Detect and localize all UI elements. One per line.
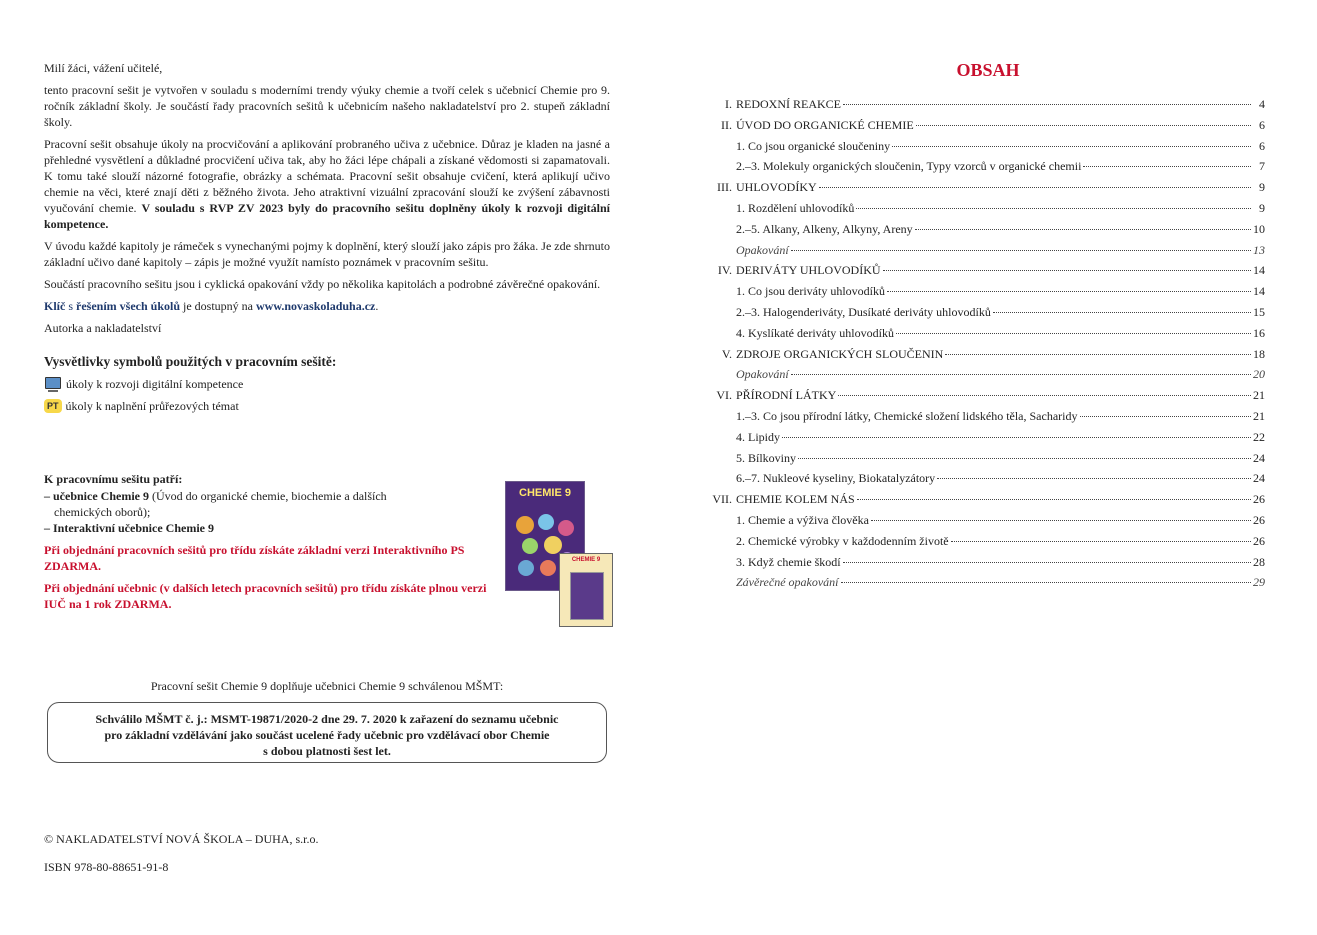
toc-entry-page: 7 [1259, 159, 1265, 174]
toc-entry[interactable] [700, 243, 1265, 264]
toc-entry[interactable] [700, 347, 1265, 368]
toc-leader-dots [819, 187, 1251, 188]
toc-entry-number: I. [725, 97, 732, 111]
toc-entry-page: 14 [1253, 263, 1265, 278]
toc-leader-dots [1080, 416, 1252, 417]
toc-entry-label: 2.–3. Molekuly organických sloučenin, Typy vzorců v organické chemii [736, 159, 1082, 174]
approval-line-3: s dobou platnosti šest let. [263, 744, 391, 758]
intro-paragraph-3: V úvodu každé kapitoly je rámeček s vynechanými pojmy k doplnění, který slouží jako zápis pro žáka. Je zde shrnuto základní učivo dané kapitoly – zápis je možné využít namísto poznámek v pracovním sešitu. [44, 239, 610, 269]
books-item-textbook-cont: chemických oborů); [54, 505, 151, 519]
toc-entry-page: 21 [1253, 388, 1265, 403]
toc-entry-number: IV. [717, 263, 732, 278]
toc-entry[interactable] [700, 492, 1265, 513]
toc-entry-label: 1. Chemie a výživa člověka [736, 512, 869, 527]
approval-lead: Pracovní sešit Chemie 9 doplňuje učebnici Chemie 9 schválenou MŠMT: [150, 679, 504, 693]
toc-entry[interactable] [700, 430, 1265, 451]
toc-entry-label: 1. Rozdělení uhlovodíků [736, 200, 855, 215]
toc-entry-label: UHLOVODÍKY [736, 180, 817, 195]
approval-line-1: Schválilo MŠMT č. j.: MSMT-19871/2020-2 dne 29. 7. 2020 k zařazení do seznamu učebnic [95, 712, 559, 726]
toc-entry-label: 3. Když chemie škodí [736, 554, 841, 569]
legend-pt-row [44, 398, 610, 414]
toc-entry-page: 21 [1253, 408, 1265, 423]
toc-entry-number: V. [721, 346, 732, 361]
toc-leader-dots [945, 354, 1251, 355]
toc-leader-dots [782, 437, 1251, 438]
toc-entry-label: DERIVÁTY UHLOVODÍKŮ [736, 263, 881, 278]
toc-leader-dots [857, 499, 1251, 500]
toc-leader-dots [993, 312, 1251, 313]
toc-entry[interactable] [700, 513, 1265, 534]
toc-entry-page: 15 [1253, 304, 1265, 319]
key-end: . [375, 299, 379, 313]
textbook-desc: (Úvod do organické chemie, biochemie a dalších [148, 489, 387, 503]
toc-entry[interactable] [700, 367, 1265, 388]
books-item-textbook [44, 488, 499, 504]
intro-paragraph-4: Součástí pracovního sešitu jsou i cyklická opakování vždy po několika kapitolách a podrobné závěrečné opakování. [44, 277, 601, 291]
toc-entry-number: III. [717, 180, 732, 195]
computer-icon [44, 377, 60, 391]
toc-entry[interactable] [700, 451, 1265, 472]
toc-entry-page: 24 [1253, 471, 1265, 486]
toc-leader-dots [951, 541, 1251, 542]
toc-entry-page: 29 [1253, 575, 1265, 590]
toc-entry-label: Opakování [736, 242, 789, 257]
key-paragraph [44, 298, 610, 314]
toc-entry-page: 26 [1253, 492, 1265, 507]
toc-entry[interactable] [700, 222, 1265, 243]
copyright: © NAKLADATELSTVÍ NOVÁ ŠKOLA – DUHA, s.r.o. [44, 832, 319, 846]
toc-leader-dots [892, 146, 1251, 147]
toc-entry-page: 16 [1253, 325, 1265, 340]
toc-leader-dots [883, 270, 1251, 271]
key-word: Klíč [44, 299, 66, 313]
signature: Autorka a nakladatelství [44, 321, 162, 335]
toc-entry-page: 28 [1253, 554, 1265, 569]
toc-leader-dots [791, 250, 1251, 251]
toc-leader-dots [838, 395, 1251, 396]
toc-entry-label: PŘÍRODNÍ LÁTKY [736, 388, 837, 403]
toc-entry-page: 18 [1253, 346, 1265, 361]
toc-entry[interactable] [700, 180, 1265, 201]
toc-leader-dots [896, 333, 1251, 334]
toc-entry-page: 4 [1259, 97, 1265, 111]
toc-entry-page: 26 [1253, 512, 1265, 527]
toc-entry-label: 2. Chemické výrobky v každodenním životě [736, 533, 949, 548]
toc-leader-dots [916, 125, 1251, 126]
intro-paragraph-2 [44, 136, 610, 232]
approval-box [47, 702, 607, 763]
toc-entry-page: 14 [1253, 284, 1265, 299]
toc-entry[interactable] [700, 159, 1265, 180]
toc-entry-label: REDOXNÍ REAKCE [736, 97, 841, 111]
approval-line-2: pro základní vzdělávání jako součást ucelené řady učebnic pro vzdělávací obor Chemie [104, 728, 550, 742]
toc-entry[interactable] [700, 326, 1265, 347]
toc-entry[interactable] [700, 471, 1265, 492]
toc-entry[interactable] [700, 263, 1265, 284]
legend-digital-text: úkoly k rozvoji digitální kompetence [66, 377, 244, 391]
legend-pt-text: úkoly k naplnění průřezových témat [65, 399, 239, 413]
toc-entry-label: 1.–3. Co jsou přírodní látky, Chemické složení lidského těla, Sacharidy [736, 408, 1078, 423]
workbook-cover-image [559, 553, 613, 627]
toc-entry[interactable] [700, 305, 1265, 326]
toc-entry-page: 26 [1253, 533, 1265, 548]
toc-entry-page: 24 [1253, 450, 1265, 465]
toc-leader-dots [791, 374, 1251, 375]
toc-entry[interactable] [700, 118, 1265, 139]
textbook-cover-title: CHEMIE 9 [519, 487, 571, 499]
toc-leader-dots [1083, 166, 1251, 167]
toc-entry-page: 9 [1259, 200, 1265, 215]
offer-workbooks: Při objednání pracovních sešitů pro třídu získáte základní verzi Interaktivního PS ZDARMA. [44, 543, 465, 573]
toc-entry-label: ZDROJE ORGANICKÝCH SLOUČENIN [736, 346, 944, 361]
toc-entry-page: 9 [1259, 180, 1265, 195]
toc-entry-label: ÚVOD DO ORGANICKÉ CHEMIE [736, 117, 914, 132]
workbook-cover-inner [570, 572, 604, 620]
toc-entry-number: II. [721, 117, 732, 132]
isbn: ISBN 978-80-88651-91-8 [44, 860, 169, 874]
toc-leader-dots [798, 458, 1251, 459]
toc-entry-number: VII. [712, 492, 732, 507]
toc-entry-label: 4. Lipidy [736, 429, 780, 444]
workbook-cover-title: CHEMIE 9 [571, 557, 601, 563]
legend-digital-row [44, 376, 610, 392]
toc-entry-page: 20 [1253, 367, 1265, 382]
toc-entry-label: 2.–5. Alkany, Alkeny, Alkyny, Areny [736, 221, 913, 236]
toc-entry-page: 22 [1253, 429, 1265, 444]
intro-paragraph-1: tento pracovní sešit je vytvořen v souladu s moderními trendy výuky chemie a tvoří celek s učebnicí Chemie pro 9. ročník základní školy. Je součástí řady pracovních sešitů k učebnicím našeho nakladatelství pro 2. stupeň základní školy. [44, 83, 610, 129]
toc-entry[interactable] [700, 555, 1265, 576]
toc-leader-dots [871, 520, 1251, 521]
books-title: K pracovnímu sešitu patří: [44, 472, 183, 486]
toc-entry[interactable] [700, 534, 1265, 555]
toc-title: OBSAH [956, 60, 1020, 80]
key-solutions: řešením všech úkolů [76, 299, 181, 313]
toc-entry-label: 2.–3. Halogenderiváty, Dusíkaté deriváty uhlovodíků [736, 304, 991, 319]
table-of-contents [700, 97, 1265, 596]
toc-entry-label: Opakování [736, 367, 789, 382]
toc-entry[interactable] [700, 139, 1265, 160]
intro-paragraph-2-bold: V souladu s RVP ZV 2023 byly do pracovního sešitu doplněny úkoly k rozvoji digitální kompetence. [44, 201, 610, 231]
toc-entry-label: 6.–7. Nukleové kyseliny, Biokatalyzátory [736, 471, 936, 486]
key-s: s [65, 299, 76, 313]
greeting: Milí žáci, vážení učitelé, [44, 61, 163, 75]
toc-entry-page: 6 [1259, 138, 1265, 153]
toc-entry-label: CHEMIE KOLEM NÁS [736, 492, 855, 507]
toc-entry-label: 4. Kyslíkaté deriváty uhlovodíků [736, 325, 894, 340]
toc-entry-page: 6 [1259, 117, 1265, 132]
key-url-link[interactable]: www.novaskoladuha.cz [256, 299, 376, 313]
toc-entry-label: 5. Bílkoviny [736, 450, 797, 465]
key-available: je dostupný na [180, 299, 257, 313]
pt-badge-icon: PT [44, 399, 62, 413]
toc-leader-dots [887, 291, 1251, 292]
toc-leader-dots [843, 104, 1251, 105]
toc-entry[interactable] [700, 201, 1265, 222]
toc-entry-page: 13 [1253, 242, 1265, 257]
toc-entry-page: 10 [1253, 221, 1265, 236]
toc-leader-dots [915, 229, 1251, 230]
toc-entry[interactable] [700, 97, 1265, 118]
toc-entry-label: 1. Co jsou deriváty uhlovodíků [736, 284, 885, 299]
toc-leader-dots [937, 478, 1251, 479]
toc-entry[interactable] [700, 575, 1265, 596]
intro-paragraph-2-text: Pracovní sešit obsahuje úkoly na procvičování a aplikování probraného učiva z učebnice. Důraz je kladen na jasné a přehledné vysvětlení a důkladné procvičení učiva tak, aby ho žáci lépe chápali a získané vědomosti si zapamatovali. K tomu také slouží názorné fotografie, obrázky a schémata. Pracovní sešit obsahuje cvičení, která aplikují učivo chemie na věci, které znají děti z běžného života. Jeho atraktivní vizuální zpracování slouží ke zvýšení zábavnosti vyučování chemie. [44, 137, 610, 215]
legend-title: Vysvětlivky symbolů použitých v pracovním sešitě: [44, 354, 337, 369]
offer-textbooks: Při objednání učebnic (v dalších letech pracovních sešitů) pro třídu získáte plnou verzi IUČ na 1 rok ZDARMA. [44, 581, 487, 611]
toc-leader-dots [843, 562, 1251, 563]
toc-entry[interactable] [700, 284, 1265, 305]
toc-entry[interactable] [700, 388, 1265, 409]
intro-section [44, 60, 610, 420]
books-item-interactive: – Interaktivní učebnice Chemie 9 [44, 521, 214, 535]
textbook-name: – učebnice Chemie 9 [44, 489, 149, 503]
toc-entry-label: 1. Co jsou organické sloučeniny [736, 138, 891, 153]
toc-entry-label: Závěrečné opakování [736, 575, 839, 590]
toc-leader-dots [841, 582, 1251, 583]
toc-entry[interactable] [700, 409, 1265, 430]
toc-entry-number: VI. [716, 388, 732, 403]
toc-leader-dots [856, 208, 1251, 209]
